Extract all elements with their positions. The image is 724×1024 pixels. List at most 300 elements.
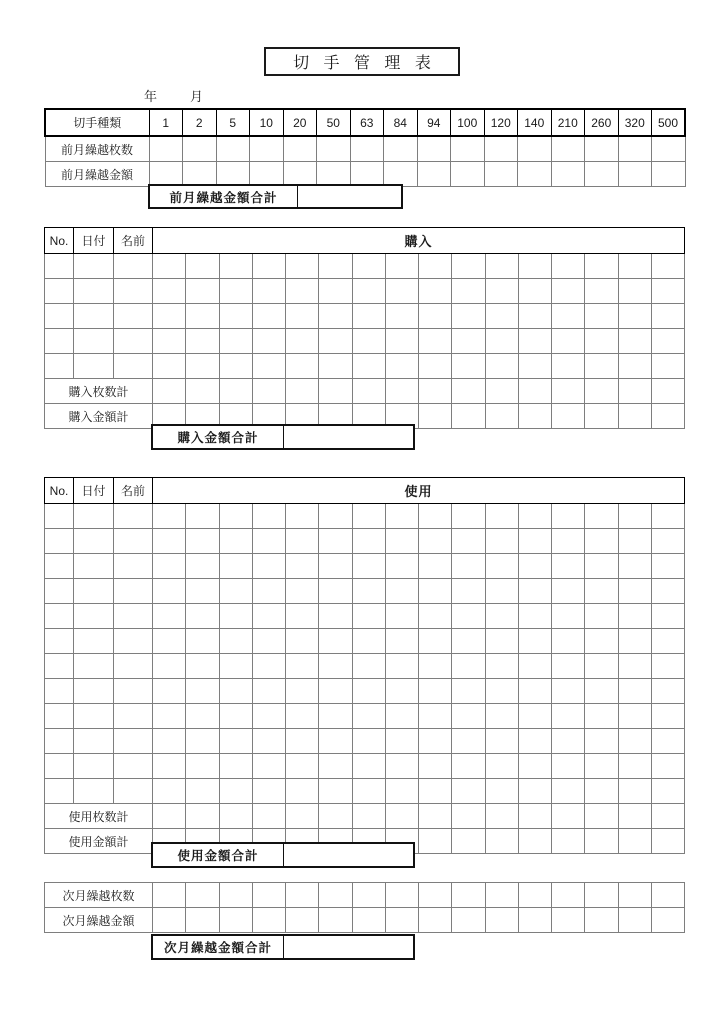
- grid-cell: [114, 679, 153, 704]
- grid-cell: [352, 329, 385, 354]
- grid-cell: [114, 354, 153, 379]
- grid-cell: [618, 279, 651, 304]
- grid-cell: [518, 162, 552, 187]
- grid-cell: [618, 729, 651, 754]
- grid-cell: [252, 754, 285, 779]
- purchase-col-name-header: 名前: [114, 228, 153, 254]
- grid-cell: [618, 554, 651, 579]
- grid-cell: [417, 162, 451, 187]
- grid-cell: [252, 629, 285, 654]
- entry-row: [45, 654, 685, 679]
- grid-cell: [552, 604, 585, 629]
- grid-cell: [186, 654, 219, 679]
- entry-row: [45, 679, 685, 704]
- grid-cell: [518, 304, 551, 329]
- stamp-denomination-cell: 1: [149, 109, 183, 136]
- grid-cell: [319, 629, 352, 654]
- grid-cell: [651, 354, 684, 379]
- grid-cell: [518, 136, 552, 162]
- grid-cell: [485, 604, 518, 629]
- grid-cell: [186, 554, 219, 579]
- grid-cell: [186, 729, 219, 754]
- grid-cell: [485, 804, 518, 829]
- purchase-body: [45, 254, 685, 379]
- grid-cell: [518, 279, 551, 304]
- entry-row: [45, 604, 685, 629]
- entry-row: [45, 629, 685, 654]
- grid-cell: [419, 804, 452, 829]
- grid-cell: [551, 136, 585, 162]
- grid-cell: [219, 804, 252, 829]
- grid-cell: [585, 679, 618, 704]
- prev-carryover-total-label: 前月繰越金額合計: [150, 186, 298, 207]
- grid-cell: [618, 779, 651, 804]
- grid-cell: [252, 704, 285, 729]
- grid-cell: [74, 679, 114, 704]
- grid-cell: [252, 654, 285, 679]
- grid-cell: [618, 908, 651, 933]
- grid-cell: [153, 504, 186, 529]
- grid-cell: [286, 654, 319, 679]
- grid-cell: [114, 504, 153, 529]
- grid-cell: [286, 304, 319, 329]
- entry-row: [45, 529, 685, 554]
- grid-cell: [452, 379, 485, 404]
- grid-cell: [319, 654, 352, 679]
- usage-grand-total-value: [284, 844, 413, 866]
- grid-cell: [74, 304, 114, 329]
- grid-cell: [252, 604, 285, 629]
- grid-cell: [219, 304, 252, 329]
- grid-cell: [252, 779, 285, 804]
- grid-cell: [252, 504, 285, 529]
- entry-row: [45, 504, 685, 529]
- grid-cell: [186, 379, 219, 404]
- grid-cell: [219, 679, 252, 704]
- year-label: 年: [144, 89, 158, 104]
- grid-cell: [286, 704, 319, 729]
- entry-row: [45, 754, 685, 779]
- purchase-grand-total-value: [284, 426, 413, 448]
- grid-cell: [114, 629, 153, 654]
- grid-cell: [45, 304, 74, 329]
- grid-cell: [250, 136, 284, 162]
- grid-cell: [114, 779, 153, 804]
- grid-cell: [286, 883, 319, 908]
- next-carryover-table: [44, 882, 685, 933]
- grid-cell: [485, 704, 518, 729]
- grid-cell: [286, 579, 319, 604]
- grid-cell: [252, 804, 285, 829]
- grid-cell: [352, 279, 385, 304]
- grid-cell: [552, 883, 585, 908]
- grid-cell: [651, 754, 684, 779]
- grid-cell: [452, 704, 485, 729]
- grid-cell: [319, 604, 352, 629]
- grid-cell: [252, 329, 285, 354]
- grid-cell: [286, 529, 319, 554]
- grid-cell: [153, 629, 186, 654]
- grid-cell: [552, 304, 585, 329]
- grid-cell: [114, 304, 153, 329]
- usage-count-total-row: [45, 804, 685, 829]
- grid-cell: [518, 554, 551, 579]
- grid-cell: [618, 304, 651, 329]
- grid-cell: [651, 804, 684, 829]
- grid-cell: [153, 304, 186, 329]
- grid-cell: [114, 279, 153, 304]
- grid-cell: [585, 136, 619, 162]
- grid-cell: [651, 529, 684, 554]
- grid-cell: [518, 604, 551, 629]
- grid-cell: [219, 883, 252, 908]
- grid-cell: [419, 279, 452, 304]
- grid-cell: [352, 379, 385, 404]
- grid-cell: [419, 754, 452, 779]
- grid-cell: [319, 579, 352, 604]
- grid-cell: [153, 679, 186, 704]
- grid-cell: [452, 779, 485, 804]
- grid-cell: [518, 829, 551, 854]
- grid-cell: [149, 162, 183, 187]
- grid-cell: [585, 554, 618, 579]
- grid-cell: [552, 579, 585, 604]
- grid-cell: [585, 279, 618, 304]
- grid-cell: [186, 629, 219, 654]
- grid-cell: [452, 404, 485, 429]
- grid-cell: [618, 136, 652, 162]
- usage-grand-total-box: [151, 842, 415, 868]
- next-carryover-total-label: 次月繰越金額合計: [153, 936, 284, 958]
- grid-cell: [485, 729, 518, 754]
- grid-cell: [45, 704, 74, 729]
- grid-cell: [518, 729, 551, 754]
- grid-cell: [74, 654, 114, 679]
- grid-cell: [74, 754, 114, 779]
- grid-cell: [219, 654, 252, 679]
- grid-cell: [45, 554, 74, 579]
- grid-cell: [45, 729, 74, 754]
- grid-cell: [286, 629, 319, 654]
- grid-cell: [385, 908, 418, 933]
- grid-cell: [149, 136, 183, 162]
- grid-cell: [186, 329, 219, 354]
- grid-cell: [585, 754, 618, 779]
- grid-cell: [319, 529, 352, 554]
- grid-cell: [452, 754, 485, 779]
- grid-cell: [419, 254, 452, 279]
- grid-cell: [585, 829, 618, 854]
- grid-cell: [350, 162, 384, 187]
- prev-carryover-count-row: [45, 136, 685, 162]
- entry-row: [45, 729, 685, 754]
- grid-cell: [153, 908, 186, 933]
- purchase-count-total-row: [45, 379, 685, 404]
- grid-cell: [219, 254, 252, 279]
- usage-section-header: 使用: [153, 478, 685, 504]
- grid-cell: [651, 329, 684, 354]
- grid-cell: [74, 554, 114, 579]
- grid-cell: [350, 136, 384, 162]
- grid-cell: [618, 354, 651, 379]
- grid-cell: [319, 554, 352, 579]
- grid-cell: [352, 883, 385, 908]
- grid-cell: [114, 254, 153, 279]
- next-carryover-amount-label: 次月繰越金額: [45, 908, 153, 933]
- grid-cell: [74, 704, 114, 729]
- grid-cell: [552, 529, 585, 554]
- grid-cell: [585, 304, 618, 329]
- entry-row: [45, 329, 685, 354]
- grid-cell: [452, 529, 485, 554]
- usage-count-total-label: 使用枚数計: [45, 804, 153, 829]
- usage-grand-total-label: 使用金額合計: [153, 844, 284, 866]
- grid-cell: [319, 379, 352, 404]
- grid-cell: [352, 579, 385, 604]
- grid-cell: [485, 329, 518, 354]
- grid-cell: [219, 554, 252, 579]
- grid-cell: [153, 754, 186, 779]
- grid-cell: [452, 654, 485, 679]
- grid-cell: [485, 829, 518, 854]
- grid-cell: [452, 329, 485, 354]
- grid-cell: [552, 829, 585, 854]
- grid-cell: [252, 254, 285, 279]
- grid-cell: [651, 704, 684, 729]
- grid-cell: [385, 654, 418, 679]
- grid-cell: [74, 629, 114, 654]
- entry-row: [45, 279, 685, 304]
- grid-cell: [252, 554, 285, 579]
- grid-cell: [651, 304, 684, 329]
- grid-cell: [618, 329, 651, 354]
- grid-cell: [286, 279, 319, 304]
- grid-cell: [552, 779, 585, 804]
- grid-cell: [319, 729, 352, 754]
- grid-cell: [385, 754, 418, 779]
- usage-col-no-header: No.: [45, 478, 74, 504]
- grid-cell: [252, 729, 285, 754]
- grid-cell: [419, 379, 452, 404]
- grid-cell: [419, 679, 452, 704]
- grid-cell: [319, 779, 352, 804]
- grid-cell: [186, 254, 219, 279]
- grid-cell: [45, 529, 74, 554]
- grid-cell: [485, 679, 518, 704]
- grid-cell: [252, 529, 285, 554]
- grid-cell: [585, 729, 618, 754]
- grid-cell: [352, 354, 385, 379]
- grid-cell: [385, 529, 418, 554]
- grid-cell: [352, 729, 385, 754]
- grid-cell: [651, 654, 684, 679]
- next-carryover-total-value: [284, 936, 413, 958]
- grid-cell: [618, 254, 651, 279]
- grid-cell: [452, 629, 485, 654]
- grid-cell: [114, 704, 153, 729]
- grid-cell: [585, 504, 618, 529]
- grid-cell: [319, 329, 352, 354]
- grid-cell: [186, 804, 219, 829]
- grid-cell: [352, 504, 385, 529]
- purchase-section-header: 購入: [153, 228, 685, 254]
- grid-cell: [45, 679, 74, 704]
- grid-cell: [651, 379, 684, 404]
- purchase-table: [44, 227, 685, 429]
- grid-cell: [518, 883, 551, 908]
- grid-cell: [419, 354, 452, 379]
- grid-cell: [485, 304, 518, 329]
- stamp-denomination-cell: 94: [417, 109, 451, 136]
- grid-cell: [485, 404, 518, 429]
- usage-col-date-header: 日付: [74, 478, 114, 504]
- grid-cell: [252, 354, 285, 379]
- grid-cell: [451, 162, 485, 187]
- grid-cell: [319, 804, 352, 829]
- grid-cell: [585, 804, 618, 829]
- grid-cell: [651, 779, 684, 804]
- grid-cell: [618, 379, 651, 404]
- grid-cell: [552, 279, 585, 304]
- grid-cell: [552, 754, 585, 779]
- entry-row: [45, 304, 685, 329]
- grid-cell: [618, 404, 651, 429]
- grid-cell: [153, 279, 186, 304]
- grid-cell: [153, 604, 186, 629]
- grid-cell: [74, 529, 114, 554]
- grid-cell: [216, 136, 250, 162]
- grid-cell: [651, 254, 684, 279]
- stamp-denomination-cell: 120: [484, 109, 518, 136]
- grid-cell: [352, 679, 385, 704]
- grid-cell: [518, 529, 551, 554]
- grid-cell: [384, 136, 418, 162]
- grid-cell: [219, 279, 252, 304]
- grid-cell: [352, 804, 385, 829]
- grid-cell: [352, 304, 385, 329]
- grid-cell: [552, 504, 585, 529]
- grid-cell: [153, 354, 186, 379]
- grid-cell: [153, 579, 186, 604]
- grid-cell: [618, 829, 651, 854]
- grid-cell: [186, 354, 219, 379]
- grid-cell: [45, 279, 74, 304]
- grid-cell: [518, 679, 551, 704]
- grid-cell: [385, 629, 418, 654]
- grid-cell: [585, 654, 618, 679]
- grid-cell: [452, 604, 485, 629]
- stamp-denomination-cell: 210: [551, 109, 585, 136]
- grid-cell: [286, 804, 319, 829]
- grid-cell: [385, 704, 418, 729]
- grid-cell: [485, 529, 518, 554]
- grid-cell: [186, 883, 219, 908]
- grid-cell: [286, 604, 319, 629]
- purchase-col-no-header: No.: [45, 228, 74, 254]
- grid-cell: [385, 883, 418, 908]
- grid-cell: [252, 908, 285, 933]
- grid-cell: [419, 883, 452, 908]
- entry-row: [45, 354, 685, 379]
- stamp-denomination-cell: 5: [216, 109, 250, 136]
- grid-cell: [585, 779, 618, 804]
- month-label: 月: [190, 89, 204, 104]
- grid-cell: [186, 504, 219, 529]
- grid-cell: [153, 883, 186, 908]
- grid-cell: [252, 379, 285, 404]
- grid-cell: [485, 254, 518, 279]
- grid-cell: [585, 162, 619, 187]
- grid-cell: [45, 329, 74, 354]
- grid-cell: [286, 329, 319, 354]
- grid-cell: [114, 754, 153, 779]
- grid-cell: [153, 779, 186, 804]
- grid-cell: [153, 654, 186, 679]
- grid-cell: [651, 829, 684, 854]
- grid-cell: [618, 529, 651, 554]
- grid-cell: [518, 654, 551, 679]
- grid-cell: [585, 354, 618, 379]
- grid-cell: [485, 354, 518, 379]
- grid-cell: [385, 679, 418, 704]
- grid-cell: [552, 254, 585, 279]
- grid-cell: [552, 404, 585, 429]
- grid-cell: [419, 908, 452, 933]
- prev-carryover-total-value: [298, 186, 401, 207]
- grid-cell: [452, 804, 485, 829]
- grid-cell: [452, 729, 485, 754]
- grid-cell: [485, 779, 518, 804]
- grid-cell: [419, 629, 452, 654]
- grid-cell: [186, 579, 219, 604]
- grid-cell: [219, 604, 252, 629]
- grid-cell: [419, 729, 452, 754]
- grid-cell: [452, 254, 485, 279]
- entry-row: [45, 779, 685, 804]
- grid-cell: [618, 804, 651, 829]
- grid-cell: [385, 304, 418, 329]
- grid-cell: [286, 729, 319, 754]
- grid-cell: [484, 162, 518, 187]
- grid-cell: [219, 379, 252, 404]
- grid-cell: [552, 329, 585, 354]
- grid-cell: [651, 279, 684, 304]
- grid-cell: [419, 529, 452, 554]
- grid-cell: [186, 779, 219, 804]
- grid-cell: [385, 729, 418, 754]
- next-carryover-count-row: [45, 883, 685, 908]
- grid-cell: [485, 554, 518, 579]
- grid-cell: [45, 654, 74, 679]
- next-carryover-amount-row: [45, 908, 685, 933]
- grid-cell: [385, 254, 418, 279]
- grid-cell: [651, 883, 684, 908]
- grid-cell: [552, 554, 585, 579]
- grid-cell: [385, 804, 418, 829]
- grid-cell: [385, 779, 418, 804]
- grid-cell: [319, 254, 352, 279]
- grid-cell: [186, 304, 219, 329]
- grid-cell: [286, 679, 319, 704]
- grid-cell: [585, 704, 618, 729]
- grid-cell: [352, 754, 385, 779]
- grid-cell: [452, 679, 485, 704]
- grid-cell: [552, 654, 585, 679]
- grid-cell: [74, 329, 114, 354]
- grid-cell: [352, 629, 385, 654]
- page-title-text: 切 手 管 理 表: [293, 55, 436, 72]
- grid-cell: [518, 804, 551, 829]
